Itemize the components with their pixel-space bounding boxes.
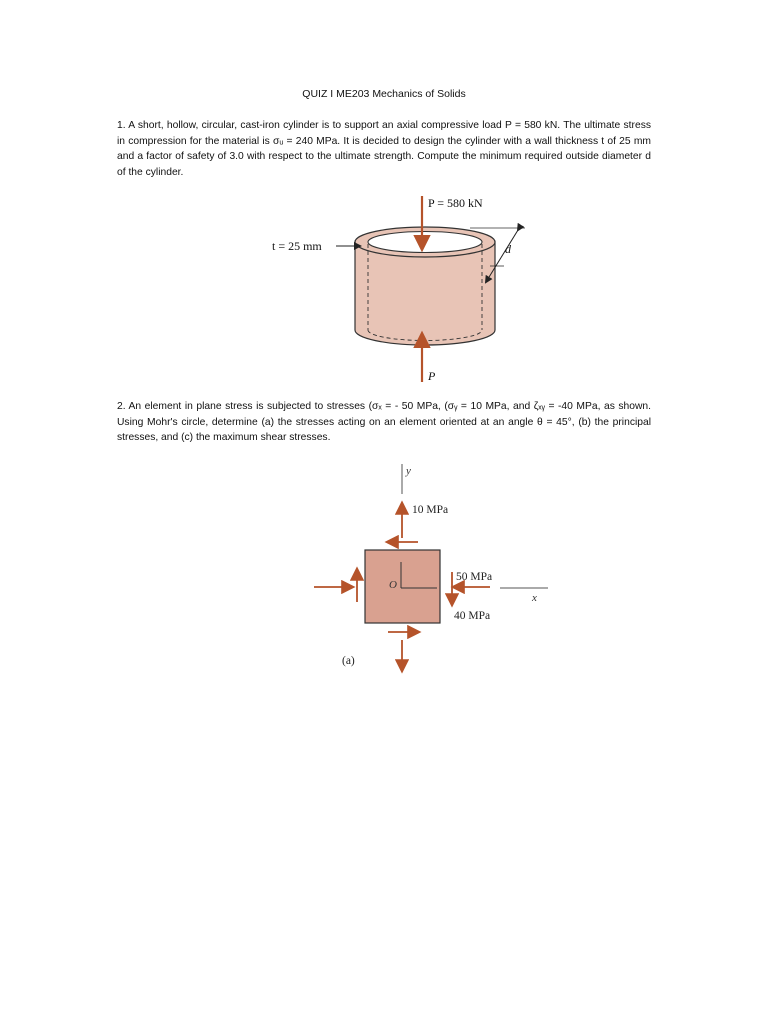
load-label-top: P = 580 kN xyxy=(428,196,483,210)
stress-element xyxy=(365,550,440,623)
sigma-x-label: 50 MPa xyxy=(456,571,493,583)
y-axis-label: y xyxy=(406,465,411,477)
sigma-y-label: 10 MPa xyxy=(412,504,449,516)
stress-element-figure xyxy=(300,460,560,680)
figure-caption: (a) xyxy=(342,655,355,667)
origin-label: O xyxy=(389,579,397,591)
shear-label: 40 MPa xyxy=(454,610,491,622)
quiz-title: QUIZ I ME203 Mechanics of Solids xyxy=(302,88,466,100)
x-axis-label: x xyxy=(532,592,537,604)
thickness-label: t = 25 mm xyxy=(272,239,322,253)
diameter-label: d xyxy=(505,242,511,256)
question-2-text: 2. An element in plane stress is subjected to stresses (σₓ = - 50 MPa, (σᵧ = 10 MPa, and ζₓᵧ = -40 MPa, as shown. Using Mohr's circle, determine (a) the stresses acting on an element oriented at an angle θ = 45°, (b) the principal stresses, and (c) the maximum shear stresses. xyxy=(117,401,651,443)
cylinder-figure xyxy=(250,190,540,390)
load-label-bottom: P xyxy=(428,369,436,383)
question-1-text: 1. A short, hollow, circular, cast-iron cylinder is to support an axial compressive load P = 580 kN. The ultimate stress in compression for the material is σᵤ = 240 MPa. It is decided to design the cylinder with a wall thickness t of 25 mm and a factor of safety of 3.0 with respect to the ultimate strength. Compute the minimum required outside diameter d of the cylinder. xyxy=(117,120,651,178)
cylinder-top-inner xyxy=(368,232,482,253)
